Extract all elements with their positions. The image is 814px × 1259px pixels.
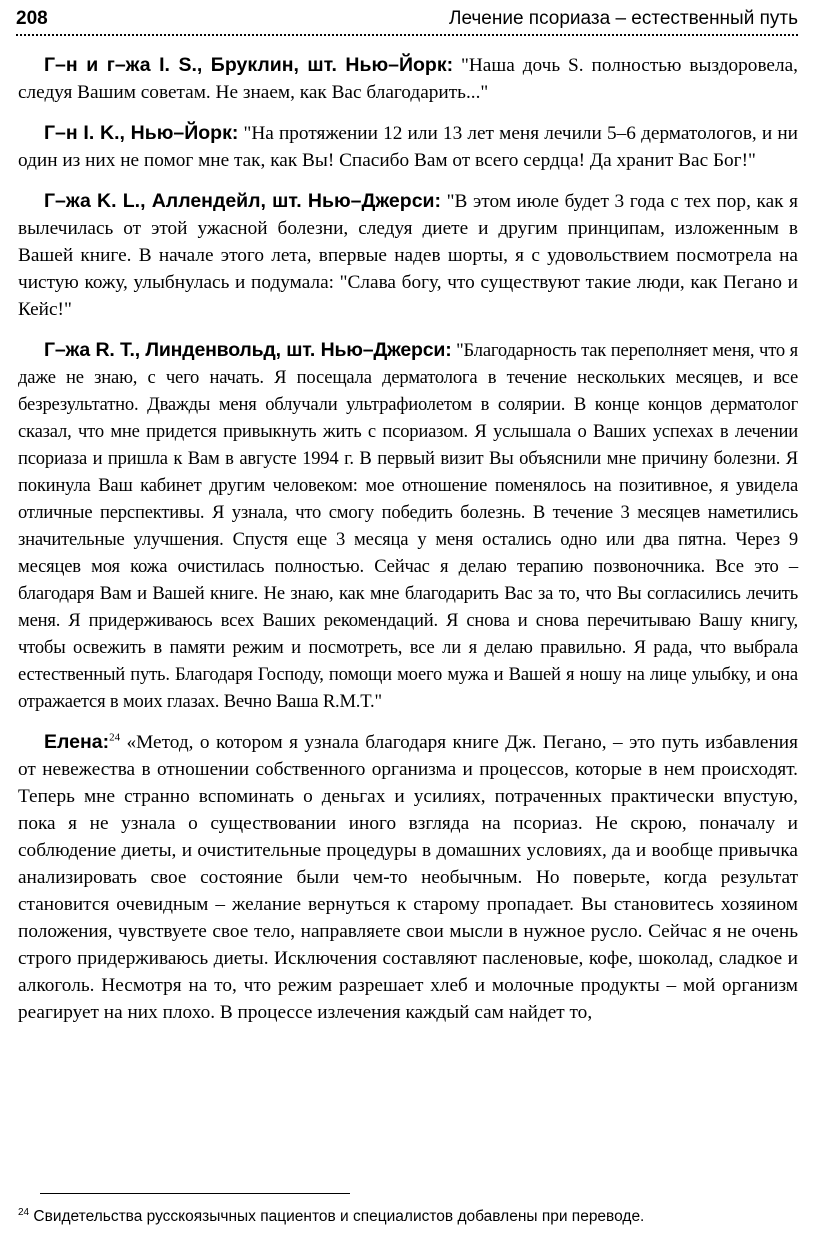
testimonial-text: "На протяжении 12 или 13 лет меня лечили 5–6 дерматологов, и ни один из них не помог мне так, как Вы! Спасибо Вам от всего сердца! Да хранит Вас Бог!" xyxy=(18,123,798,171)
testimonial-paragraph xyxy=(18,729,798,1026)
testimonial-text: "Благодарность так переполняет меня, что я даже не знаю, с чего начать. Я посещала дерматолога в течение нескольких месяцев, и все безрезультатно. Дважды меня облучали ультрафиолетом в солярии. В конце концов дерматолог сказал, что мне придется привыкнуть жить с псориазом. Я услышала о Ваших успехах в лечении псориаза и пришла к Вам в августе 1994 г. В первый визит Вы объяснили мне причину болезни. Я покинула Ваш кабинет другим человеком: мое отношение поменялось на позитивное, я увидела отличные перспективы. Я узнала, что смогу победить болезнь. В течение 3 месяцев наметились значительные улучшения. Спустя еще 3 месяца у меня остались одно или два пятна. Через 9 месяцев моя кожа очистилась полностью. Сейчас я делаю терапию позвоночника. Все это – благодаря Вам и Вашей книге. Не знаю, как мне благодарить Вас за то, что Вы согласились лечить меня. Я придерживаюсь всех Ваших рекомендаций. Я снова и снова перечитываю Вашу книгу, чтобы освежить в памяти режим и посмотреть, все ли я делаю правильно. Я рада, что выбрала естественный путь. Благодаря Господу, помощи моего мужа и Вашей я ношу на лице улыбку, и она отражается в моих глазах. Вечно Ваша R.M.T." xyxy=(18,340,798,712)
testimonial-paragraph xyxy=(18,188,798,323)
testimonial-author: Г–жа K. L., Аллендейл, шт. Нью–Джерси: xyxy=(44,190,442,212)
footnote-divider xyxy=(40,1193,350,1194)
page-header xyxy=(16,4,798,36)
testimonial-author: Елена: xyxy=(44,731,110,753)
page-body xyxy=(18,52,798,1040)
footnote xyxy=(18,1207,798,1227)
footnote-text: Свидетельства русскоязычных пациентов и специалистов добавлены при переводе. xyxy=(29,1208,645,1225)
footnote-number: 24 xyxy=(18,1206,30,1218)
testimonial-paragraph xyxy=(18,120,798,174)
testimonial-author: Г–жа R. T., Линденвольд, шт. Нью–Джерси: xyxy=(44,339,452,361)
running-title: Лечение псориаза – естественный путь xyxy=(448,8,798,29)
page-number: 208 xyxy=(16,8,48,29)
testimonial-paragraph xyxy=(18,52,798,106)
footnote-reference[interactable]: 24 xyxy=(109,731,121,744)
testimonial-paragraph xyxy=(18,337,798,715)
testimonial-author: Г–н I. K., Нью–Йорк: xyxy=(44,122,239,144)
testimonial-text: "Наша дочь S. полностью выздоровела, следуя Вашим советам. Не знаем, как Вас благодарить..." xyxy=(18,55,798,103)
testimonial-author: Г–н и г–жа I. S., Бруклин, шт. Нью–Йорк: xyxy=(44,54,454,76)
testimonial-text: «Метод, о котором я узнала благодаря книге Дж. Пегано, – это путь избавления от невежества в отношении собственного организма и процессов, которые в нем происходят. Теперь мне странно вспоминать о деньгах и усилиях, потраченных практически впустую, пока я не узнала о существовании иного взгляда на псориаз. Не скрою, поначалу и соблюдение диеты, и очистительные процедуры в домашних условиях, да и вообще привычка анализировать свое состояние были чем-то необычным. Но поверьте, когда результат становится очевидным – желание вернуться к старому пропадает. Вы становитесь хозяином положения, чувствуете свое тело, направляете свои мысли в нужное русло. Сейчас я не очень строго придерживаюсь диеты. Исключения составляют пасленовые, кофе, шоколад, сладкое и алкоголь. Несмотря на то, что режим разрешает хлеб и молочные продукты – мой организм реагирует на них плохо. В процессе излечения каждый сам найдет то, xyxy=(18,732,798,1023)
testimonial-text: "В этом июле будет 3 года с тех пор, как я вылечилась от этой ужасной болезни, следуя диете и другим принципам, изложенным в Вашей книге. В начале этого лета, впервые надев шорты, я с удовольствием посмотрела на чистую кожу, улыбнулась и подумала: "Слава богу, что существуют такие люди, как Пегано и Кейс!" xyxy=(18,191,799,320)
